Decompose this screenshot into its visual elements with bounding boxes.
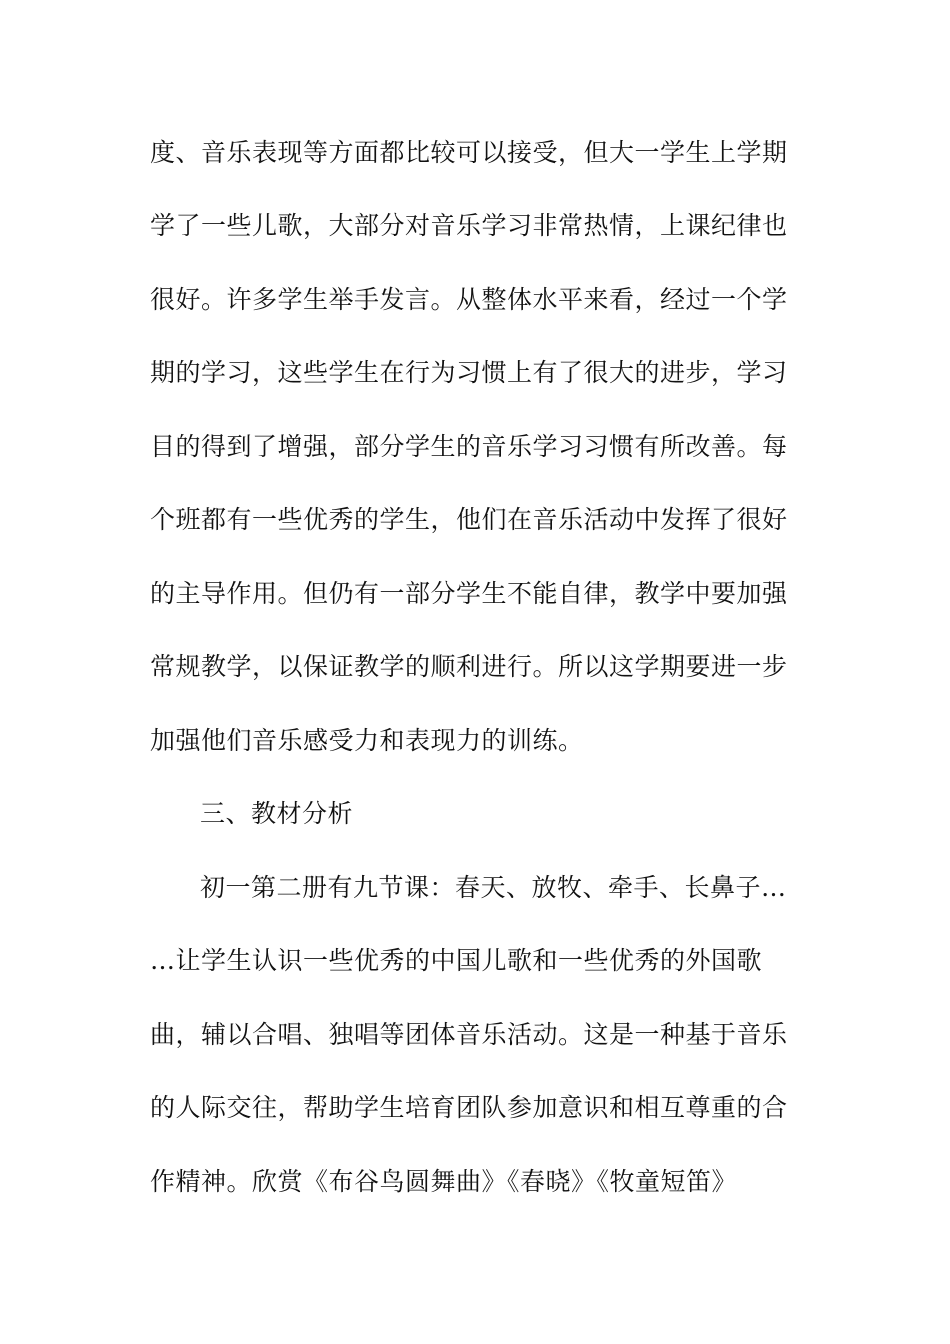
text-line: 曲，辅以合唱、独唱等团体音乐活动。这是一种基于音乐: [150, 1020, 788, 1049]
section-heading: 三、教材分析: [200, 799, 354, 828]
text-line: …让学生认识一些优秀的中国儿歌和一些优秀的外国歌: [150, 946, 763, 975]
text-line: 的主导作用。但仍有一部分学生不能自律，教学中要加强: [150, 579, 788, 608]
text-line: 度、音乐表现等方面都比较可以接受，但大一学生上学期: [150, 138, 788, 167]
text-line: 目的得到了增强，部分学生的音乐学习习惯有所改善。每: [150, 432, 788, 461]
text-line: 很好。许多学生举手发言。从整体水平来看，经过一个学: [150, 285, 788, 314]
text-line: 学了一些儿歌，大部分对音乐学习非常热情，上课纪律也: [150, 211, 788, 240]
text-line: 个班都有一些优秀的学生，他们在音乐活动中发挥了很好: [150, 505, 788, 534]
text-line: 加强他们音乐感受力和表现力的训练。: [150, 726, 584, 755]
text-line: 的人际交往，帮助学生培育团队参加意识和相互尊重的合: [150, 1093, 788, 1122]
text-line: 常规教学，以保证教学的顺利进行。所以这学期要进一步: [150, 652, 788, 681]
text-line: 初一第二册有九节课：春天、放牧、牵手、长鼻子…: [200, 873, 787, 902]
text-line: 作精神。欣赏《布谷鸟圆舞曲》《春晓》《牧童短笛》: [150, 1167, 738, 1196]
text-line: 期的学习，这些学生在行为习惯上有了很大的进步，学习: [150, 358, 788, 387]
